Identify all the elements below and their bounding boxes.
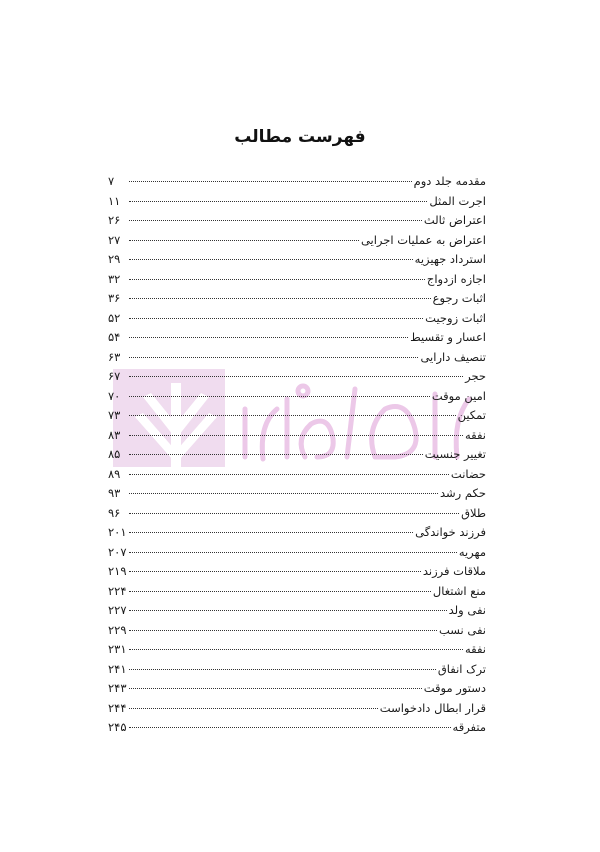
toc-entry-page-number: ۳۶	[108, 291, 121, 305]
toc-entry-page-number: ۲۴۴	[108, 700, 127, 715]
toc-entry-label: نفی نسب	[438, 622, 486, 637]
toc-entry[interactable]	[108, 523, 486, 543]
toc-entry[interactable]	[108, 718, 486, 738]
dot-leader	[129, 181, 412, 182]
toc-entry-page-number: ۷۰	[108, 388, 121, 403]
toc-entry-page-number: ۸۹	[108, 466, 121, 481]
toc-entry-page-number: ۸۵	[108, 447, 121, 461]
toc-entry-label: تنصیف دارایی	[420, 349, 486, 364]
toc-entry-page-number: ۲۹	[108, 252, 121, 266]
toc-entry-label: حکم رشد	[440, 486, 486, 500]
toc-entry-label: فرزند خواندگی	[415, 525, 486, 539]
toc-entry[interactable]	[108, 387, 486, 407]
toc-entry[interactable]	[108, 465, 486, 485]
toc-entry-label: مقدمه جلد دوم	[413, 174, 486, 188]
dot-leader	[129, 337, 408, 338]
dot-leader	[129, 649, 463, 650]
toc-entry-page-number: ۲۲۹	[108, 622, 127, 637]
toc-entry-label: طلاق	[461, 505, 486, 520]
toc-entry-label: اثبات زوجیت	[425, 310, 486, 325]
dot-leader	[129, 591, 431, 592]
toc-entry[interactable]	[108, 582, 486, 602]
dot-leader	[129, 357, 418, 358]
toc-entry-label: اعتراض ثالث	[423, 213, 486, 227]
dot-leader	[129, 610, 447, 611]
toc-entry-page-number: ۷۳	[108, 408, 121, 422]
dot-leader	[129, 435, 463, 436]
toc-entry-page-number: ۶۷	[108, 369, 121, 383]
toc-entry-label: تغییر جنسیت	[424, 447, 486, 461]
toc-entry[interactable]	[108, 426, 486, 446]
dot-leader	[129, 396, 430, 397]
toc-entry-page-number: ۷	[108, 174, 115, 188]
toc-entry[interactable]	[108, 211, 486, 231]
dot-leader	[129, 454, 423, 455]
toc-entry-page-number: ۳۲	[108, 271, 121, 286]
toc-entry-page-number: ۹۳	[108, 486, 121, 500]
toc-entry[interactable]	[108, 504, 486, 524]
dot-leader	[129, 220, 422, 221]
toc-entry[interactable]	[108, 328, 486, 348]
toc-entry[interactable]	[108, 172, 486, 192]
table-of-contents	[108, 172, 486, 738]
toc-entry[interactable]	[108, 484, 486, 504]
toc-entry[interactable]	[108, 367, 486, 387]
toc-entry-label: ترک انفاق	[437, 661, 486, 676]
dot-leader	[129, 376, 463, 377]
toc-entry-label: مهریه	[458, 544, 486, 559]
dot-leader	[129, 474, 449, 475]
dot-leader	[129, 493, 438, 494]
toc-entry[interactable]	[108, 289, 486, 309]
toc-entry-label: نفقه	[464, 642, 486, 656]
toc-entry-label: استرداد جهیزیه	[414, 252, 486, 266]
dot-leader	[129, 279, 425, 280]
dot-leader	[129, 259, 413, 260]
toc-entry-label: اعتراض به عملیات اجرایی	[360, 232, 486, 247]
toc-entry[interactable]	[108, 192, 486, 212]
toc-entry-label: ملاقات فرزند	[422, 564, 486, 578]
toc-entry-label: متفرقه	[452, 720, 486, 734]
toc-entry[interactable]	[108, 543, 486, 563]
dot-leader	[129, 298, 431, 299]
toc-entry-page-number: ۲۴۵	[108, 720, 127, 734]
toc-entry-page-number: ۵۴	[108, 330, 121, 344]
toc-entry-page-number: ۶۳	[108, 349, 121, 364]
dot-leader	[129, 727, 451, 728]
dot-leader	[129, 532, 413, 533]
toc-entry-label: اجرت المثل	[429, 193, 486, 208]
dot-leader	[129, 318, 423, 319]
dot-leader	[129, 513, 459, 514]
dot-leader	[129, 571, 421, 572]
toc-entry[interactable]	[108, 250, 486, 270]
toc-entry[interactable]	[108, 406, 486, 426]
toc-entry-page-number: ۲۴۳	[108, 681, 127, 695]
toc-entry[interactable]	[108, 679, 486, 699]
toc-entry-page-number: ۲۲۷	[108, 603, 127, 617]
toc-entry-page-number: ۲۰۷	[108, 544, 127, 559]
toc-entry-label: امین موقت	[431, 388, 486, 403]
toc-entry[interactable]	[108, 445, 486, 465]
toc-entry[interactable]	[108, 348, 486, 368]
toc-entry-page-number: ۲۳۱	[108, 642, 127, 656]
toc-entry-label: حضانت	[450, 466, 486, 481]
toc-entry-page-number: ۱۱	[108, 193, 121, 208]
toc-entry-page-number: ۲۲۴	[108, 583, 127, 598]
toc-entry[interactable]	[108, 270, 486, 290]
toc-entry[interactable]	[108, 621, 486, 641]
toc-entry-page-number: ۹۶	[108, 505, 121, 520]
toc-entry-page-number: ۲۱۹	[108, 564, 127, 578]
dot-leader	[129, 552, 457, 553]
toc-entry-page-number: ۸۳	[108, 427, 121, 442]
toc-entry-page-number: ۵۲	[108, 310, 121, 325]
toc-entry-page-number: ۲۶	[108, 213, 121, 227]
dot-leader	[129, 240, 359, 241]
toc-entry-label: اجازه ازدواج	[426, 271, 486, 286]
toc-entry[interactable]	[108, 231, 486, 251]
dot-leader	[129, 630, 437, 631]
toc-entry-label: دستور موقت	[423, 681, 486, 695]
toc-entry-label: منع اشتغال	[432, 583, 486, 598]
dot-leader	[129, 201, 427, 202]
toc-entry[interactable]	[108, 562, 486, 582]
toc-entry-label: اعسار و تقسیط	[410, 330, 486, 344]
toc-entry-page-number: ۲۷	[108, 232, 121, 247]
toc-entry-label: قرار ابطال دادخواست	[379, 700, 486, 715]
dot-leader	[129, 669, 436, 670]
toc-entry-label: نفقه	[464, 427, 486, 442]
toc-entry-label: تمکین	[457, 408, 486, 422]
toc-entry-label: اثبات رجوع	[432, 291, 486, 305]
dot-leader	[129, 415, 456, 416]
toc-entry[interactable]	[108, 309, 486, 329]
toc-entry[interactable]	[108, 601, 486, 621]
toc-entry-page-number: ۲۰۱	[108, 525, 127, 539]
dot-leader	[129, 708, 378, 709]
toc-entry[interactable]	[108, 660, 486, 680]
toc-entry-page-number: ۲۴۱	[108, 661, 127, 676]
dot-leader	[129, 688, 422, 689]
toc-entry[interactable]	[108, 640, 486, 660]
page-title: فهرست مطالب	[234, 127, 366, 147]
toc-entry-label: نفی ولد	[448, 603, 486, 617]
toc-entry-label: حجر	[465, 369, 486, 383]
toc-entry[interactable]	[108, 699, 486, 719]
